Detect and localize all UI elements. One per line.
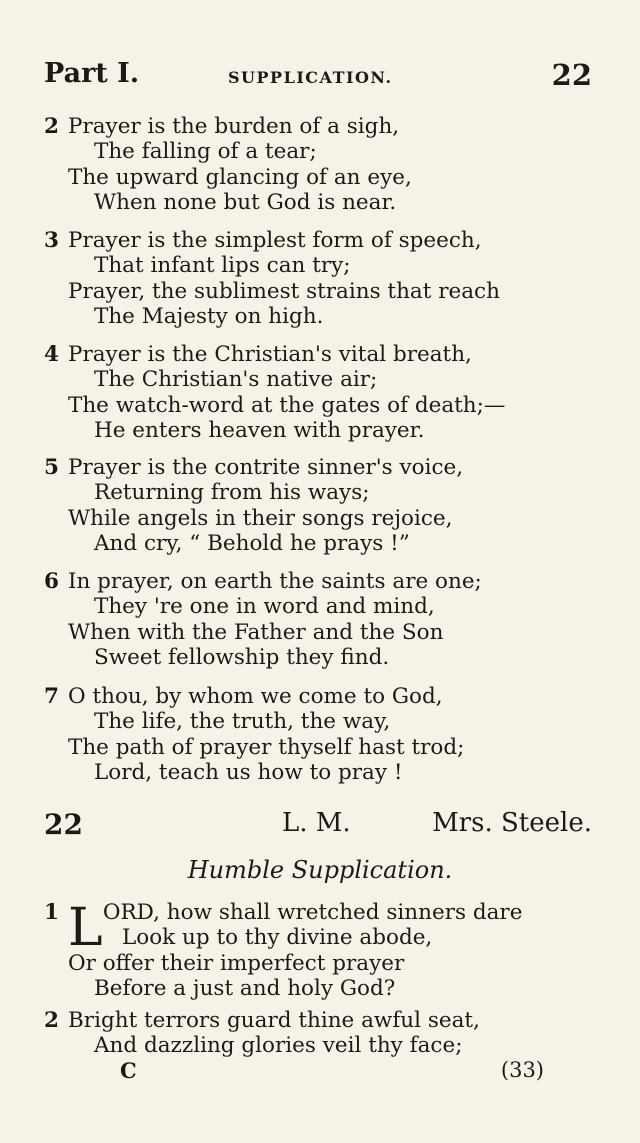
- verse-line: Sweet fellowship they find.: [94, 645, 390, 671]
- stanza-number: 5: [44, 455, 59, 480]
- verse-line: He enters heaven with prayer.: [94, 418, 425, 444]
- page-number: 22: [551, 58, 592, 92]
- stanza-3: [44, 228, 600, 330]
- verse-line: The watch-word at the gates of death;—: [68, 392, 506, 418]
- verse-line: Returning from his ways;: [94, 480, 370, 506]
- verse-line: The Christian's native air;: [94, 367, 378, 393]
- verse-line: That infant lips can try;: [94, 253, 351, 279]
- stanza-number: 4: [44, 342, 59, 367]
- hymn-author: Mrs. Steele.: [432, 808, 592, 838]
- stanza-number: 2: [44, 1008, 59, 1033]
- folio-number: (33): [500, 1058, 544, 1082]
- verse-line: The falling of a tear;: [94, 139, 317, 165]
- hymn-meter: L. M.: [282, 808, 351, 838]
- verse-line: Prayer, the sublimest strains that reach: [68, 278, 500, 304]
- verse-line: Prayer is the burden of a sigh,: [68, 114, 400, 139]
- hymn-heading: [44, 808, 592, 844]
- verse-line: Lord, teach us how to pray !: [94, 760, 403, 786]
- verse-line: In prayer, on earth the saints are one;: [68, 569, 482, 594]
- verse-line: Before a just and holy God?: [94, 976, 396, 1002]
- verse-line: And dazzling glories veil thy face;: [94, 1033, 463, 1059]
- drop-cap: L: [68, 898, 103, 958]
- verse-line: The upward glancing of an eye,: [68, 164, 412, 190]
- hymn-subtitle: Humble Supplication.: [187, 856, 453, 884]
- page-footer: [96, 1058, 544, 1086]
- stanza-number: 2: [44, 114, 59, 139]
- stanza-7: [44, 684, 600, 786]
- hymn-stanza-1: [44, 900, 600, 1002]
- hymn-number: 22: [44, 808, 83, 841]
- verse-line: Prayer is the contrite sinner's voice,: [68, 455, 464, 480]
- stanza-number: 1: [44, 900, 59, 925]
- verse-line: O thou, by whom we come to God,: [68, 684, 443, 709]
- section-title: SUPPLICATION.: [228, 68, 393, 87]
- stanza-number: 3: [44, 228, 59, 253]
- part-label: Part I.: [44, 58, 140, 89]
- verse-line: ORD, how shall wretched sinners dare: [102, 900, 523, 925]
- stanza-6: [44, 569, 600, 671]
- verse-line: Prayer is the Christian's vital breath,: [68, 342, 472, 367]
- verse-line: And cry, “ Behold he prays !”: [94, 531, 410, 557]
- stanza-4: [44, 342, 600, 444]
- stanza-5: [44, 455, 600, 557]
- verse-line: They 're one in word and mind,: [94, 594, 435, 620]
- verse-line: Or offer their imperfect prayer: [68, 950, 405, 976]
- verse-line: When none but God is near.: [94, 190, 397, 216]
- signature-mark: C: [120, 1058, 137, 1083]
- stanza-number: 6: [44, 569, 59, 594]
- verse-line: The Majesty on high.: [94, 304, 324, 330]
- verse-line: Look up to thy divine abode,: [122, 925, 433, 951]
- stanza-2: [44, 114, 600, 216]
- verse-line: When with the Father and the Son: [68, 619, 444, 645]
- verse-line: While angels in their songs rejoice,: [68, 505, 453, 531]
- verse-line: Bright terrors guard thine awful seat,: [68, 1008, 480, 1033]
- verse-line: The path of prayer thyself hast trod;: [68, 734, 465, 760]
- running-header: [44, 58, 592, 94]
- verse-line: The life, the truth, the way,: [94, 709, 391, 735]
- hymn-stanza-2: [44, 1008, 600, 1059]
- stanza-number: 7: [44, 684, 59, 709]
- verse-line: Prayer is the simplest form of speech,: [68, 228, 482, 253]
